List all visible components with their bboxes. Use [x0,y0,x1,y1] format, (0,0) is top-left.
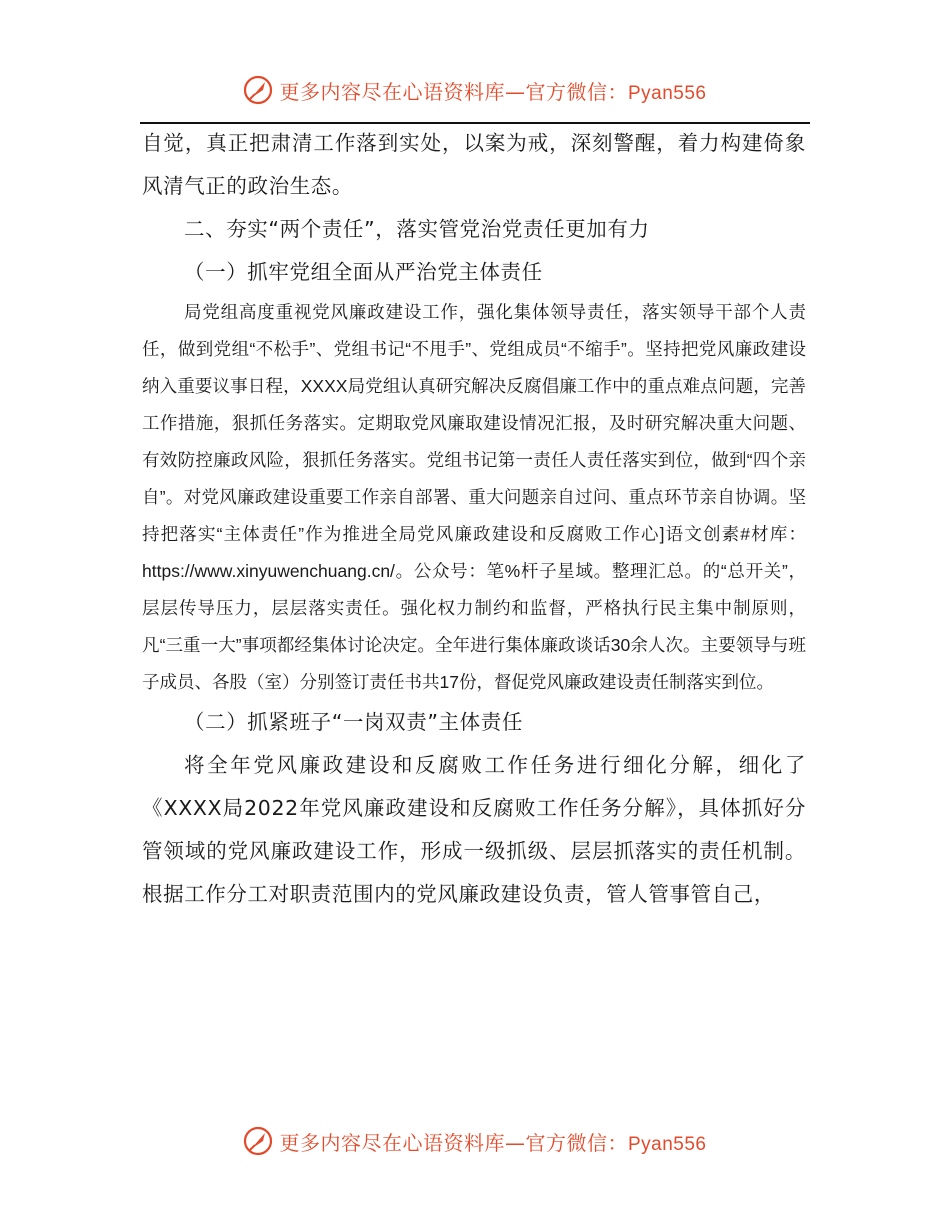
header-banner-id: Pyan556 [627,82,707,104]
footer-banner-text: 更多内容尽在心语资料库—官方微信：Pyan556 [279,1130,707,1155]
header-banner-text: 更多内容尽在心语资料库—官方微信：Pyan556 [279,79,707,104]
paragraph-section-1: 局党组高度重视党风廉政建设工作，强化集体领导责任，落实领导干部个人责任，做到党组“不松手”、党组书记“不甩手”、党组成员“不缩手”。坚持把党风廉政建设纳入重要议事日程，XXXX局党组认真研究解决反腐倡廉工作中的重点难点问题，完善工作措施，狠抓任务落实。定期取党风廉取建设情况汇报，及时研究解决重大问题、有效防控廉政风险，狠抓任务落实。党组书记第一责任人责任落实到位，做到“四个亲自”。对党风廉政建设重要工作亲自部署、重大问题亲自过问、重点环节亲自协调。坚持把落实“主体责任”作为推进全局党风廉政建设和反腐败工作心]语文创素#材库：https://www.xinyuwenchuang.cn/。公众号：笔%杆子星域。整理汇总。的“总开关”，层层传导压力，层层落实责任。强化权力制约和监督，严格执行民主集中制原则，凡“三重一大”事项都经集体讨论决定。全年进行集体廉政谈话30余人次。主要领导与班子成员、各股（室）分别签订责任书共17份，督促党风廉政建设责任制落实到位。 [142,302,806,692]
paragraph-continued: 自觉，真正把肃清工作落到实处，以案为戒，深刻警醒，着力构建倚象风清气正的政治生态。 [142,131,806,198]
document-body [142,122,806,916]
section-heading-2: 二、夯实“两个责任”，落实管党治党责任更加有力 [184,217,650,241]
subsection-heading-1: （一）抓牢党组全面从严治党主体责任 [184,260,543,284]
footer-banner-id: Pyan556 [627,1133,707,1155]
quill-logo-icon [243,1126,273,1156]
header-banner [0,70,950,110]
footer-banner [0,1121,950,1161]
paragraph-section-2: 将全年党风廉政建设和反腐败工作任务进行细化分解，细化了《XXXX局2022年党风廉政建设和反腐败工作任务分解》，具体抓好分管领域的党风廉政建设工作，形成一级抓级、层层抓落实的责任机制。根据工作分工对职责范围内的党风廉政建设负责，管人管事管自己， [142,753,806,906]
quill-logo-icon [243,75,273,105]
subsection-heading-2: （二）抓紧班子“一岗双责”主体责任 [184,710,523,734]
